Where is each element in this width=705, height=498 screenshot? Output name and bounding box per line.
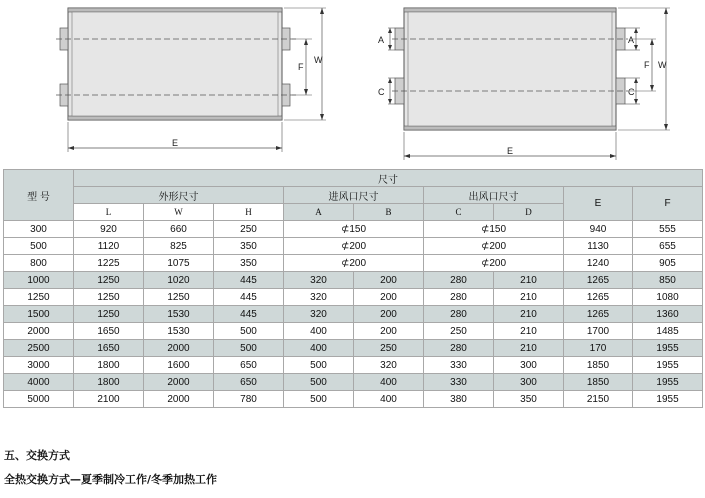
cell-c: 280 <box>424 272 494 289</box>
dimension-diagrams <box>0 0 705 168</box>
right-label-f: F <box>644 60 650 70</box>
inlet-size-header: 进风口尺寸 <box>284 187 424 204</box>
cell-h: 445 <box>214 306 284 323</box>
cell-a: 320 <box>284 289 354 306</box>
right-label-a-right: A <box>628 35 635 45</box>
table-row <box>4 306 703 323</box>
table-row <box>4 391 703 408</box>
col-header-f: F <box>633 187 703 221</box>
table-row <box>4 272 703 289</box>
cell-l: 1800 <box>74 357 144 374</box>
col-header-a: A <box>284 204 354 221</box>
cell-d: 210 <box>494 340 564 357</box>
table-row <box>4 289 703 306</box>
cell-e: 1240 <box>564 255 633 272</box>
cell-w: 825 <box>144 238 214 255</box>
cell-w: 1530 <box>144 306 214 323</box>
cell-l: 1250 <box>74 272 144 289</box>
cell-model: 2500 <box>4 340 74 357</box>
cell-b: 200 <box>354 289 424 306</box>
cell-f: 1955 <box>633 340 703 357</box>
cell-a: 500 <box>284 357 354 374</box>
cell-inlet: ⊄200 <box>284 238 424 255</box>
cell-outlet: ⊄150 <box>424 221 564 238</box>
cell-b: 320 <box>354 357 424 374</box>
table-row <box>4 323 703 340</box>
cell-c: 280 <box>424 340 494 357</box>
right-label-c-right: C <box>628 87 635 97</box>
cell-l: 1650 <box>74 340 144 357</box>
right-label-a-left: A <box>378 35 385 45</box>
cell-f: 1360 <box>633 306 703 323</box>
cell-f: 905 <box>633 255 703 272</box>
cell-model: 2000 <box>4 323 74 340</box>
cell-f: 1080 <box>633 289 703 306</box>
cell-c: 380 <box>424 391 494 408</box>
left-label-w: W <box>314 55 323 65</box>
cell-b: 250 <box>354 340 424 357</box>
cell-h: 350 <box>214 238 284 255</box>
cell-e: 1265 <box>564 272 633 289</box>
cell-e: 1700 <box>564 323 633 340</box>
cell-f: 1485 <box>633 323 703 340</box>
cell-f: 655 <box>633 238 703 255</box>
cell-w: 660 <box>144 221 214 238</box>
cell-e: 1130 <box>564 238 633 255</box>
cell-e: 2150 <box>564 391 633 408</box>
cell-d: 210 <box>494 289 564 306</box>
col-header-d: D <box>494 204 564 221</box>
cell-l: 1650 <box>74 323 144 340</box>
cell-model: 800 <box>4 255 74 272</box>
cell-inlet: ⊄150 <box>284 221 424 238</box>
cell-h: 650 <box>214 374 284 391</box>
cell-w: 1020 <box>144 272 214 289</box>
cell-d: 210 <box>494 323 564 340</box>
cell-c: 280 <box>424 289 494 306</box>
dimension-spec-table <box>3 169 703 408</box>
cell-h: 250 <box>214 221 284 238</box>
cell-a: 500 <box>284 391 354 408</box>
cell-e: 1265 <box>564 306 633 323</box>
col-header-e: E <box>564 187 633 221</box>
cell-d: 210 <box>494 272 564 289</box>
cell-e: 1265 <box>564 289 633 306</box>
cell-c: 330 <box>424 357 494 374</box>
right-unit-drawing <box>378 8 670 160</box>
table-row <box>4 255 703 272</box>
cell-a: 400 <box>284 340 354 357</box>
cell-a: 400 <box>284 323 354 340</box>
cell-e: 1850 <box>564 357 633 374</box>
cell-f: 1955 <box>633 391 703 408</box>
cell-w: 1600 <box>144 357 214 374</box>
cell-model: 1000 <box>4 272 74 289</box>
cell-c: 280 <box>424 306 494 323</box>
cell-h: 350 <box>214 255 284 272</box>
cell-w: 2000 <box>144 340 214 357</box>
left-label-f: F <box>298 62 304 72</box>
cell-w: 1530 <box>144 323 214 340</box>
cell-h: 445 <box>214 289 284 306</box>
cell-d: 350 <box>494 391 564 408</box>
cell-d: 210 <box>494 306 564 323</box>
cell-a: 320 <box>284 306 354 323</box>
model-header: 型 号 <box>4 170 74 221</box>
cell-d: 300 <box>494 374 564 391</box>
cell-outlet: ⊄200 <box>424 238 564 255</box>
cell-h: 780 <box>214 391 284 408</box>
cell-l: 920 <box>74 221 144 238</box>
cell-l: 1250 <box>74 289 144 306</box>
section-subheading: 全热交换方式—夏季制冷工作/冬季加热工作 <box>4 473 218 486</box>
cell-model: 5000 <box>4 391 74 408</box>
cell-model: 1250 <box>4 289 74 306</box>
cell-b: 400 <box>354 391 424 408</box>
cell-inlet: ⊄200 <box>284 255 424 272</box>
table-row <box>4 340 703 357</box>
cell-l: 1120 <box>74 238 144 255</box>
cell-d: 300 <box>494 357 564 374</box>
cell-w: 1250 <box>144 289 214 306</box>
cell-h: 445 <box>214 272 284 289</box>
cell-l: 1225 <box>74 255 144 272</box>
cell-c: 330 <box>424 374 494 391</box>
cell-f: 1955 <box>633 357 703 374</box>
col-header-h: H <box>214 204 284 221</box>
cell-a: 500 <box>284 374 354 391</box>
dimensions-header: 尺寸 <box>74 170 703 187</box>
left-label-e: E <box>172 138 179 148</box>
outlet-size-header: 出风口尺寸 <box>424 187 564 204</box>
table-row <box>4 357 703 374</box>
cell-model: 4000 <box>4 374 74 391</box>
cell-f: 1955 <box>633 374 703 391</box>
cell-model: 500 <box>4 238 74 255</box>
right-label-e: E <box>507 146 514 156</box>
right-label-c-left: C <box>378 87 385 97</box>
cell-model: 300 <box>4 221 74 238</box>
table-row <box>4 374 703 391</box>
cell-c: 250 <box>424 323 494 340</box>
cell-e: 940 <box>564 221 633 238</box>
cell-f: 850 <box>633 272 703 289</box>
cell-h: 650 <box>214 357 284 374</box>
col-header-c: C <box>424 204 494 221</box>
col-header-l: L <box>74 204 144 221</box>
cell-f: 555 <box>633 221 703 238</box>
cell-w: 1075 <box>144 255 214 272</box>
cell-e: 1850 <box>564 374 633 391</box>
cell-b: 200 <box>354 272 424 289</box>
table-row <box>4 221 703 238</box>
cell-outlet: ⊄200 <box>424 255 564 272</box>
right-label-w: W <box>658 60 667 70</box>
cell-w: 2000 <box>144 374 214 391</box>
cell-h: 500 <box>214 323 284 340</box>
table-row <box>4 238 703 255</box>
cell-model: 3000 <box>4 357 74 374</box>
cell-model: 1500 <box>4 306 74 323</box>
cell-b: 200 <box>354 306 424 323</box>
left-unit-drawing <box>56 8 326 152</box>
cell-a: 320 <box>284 272 354 289</box>
cell-b: 200 <box>354 323 424 340</box>
cell-l: 2100 <box>74 391 144 408</box>
outer-size-header: 外形尺寸 <box>74 187 284 204</box>
section-heading: 五、交换方式 <box>4 449 70 462</box>
cell-w: 2000 <box>144 391 214 408</box>
cell-l: 1250 <box>74 306 144 323</box>
col-header-w: W <box>144 204 214 221</box>
col-header-b: B <box>354 204 424 221</box>
cell-h: 500 <box>214 340 284 357</box>
cell-l: 1800 <box>74 374 144 391</box>
cell-e: 170 <box>564 340 633 357</box>
cell-b: 400 <box>354 374 424 391</box>
